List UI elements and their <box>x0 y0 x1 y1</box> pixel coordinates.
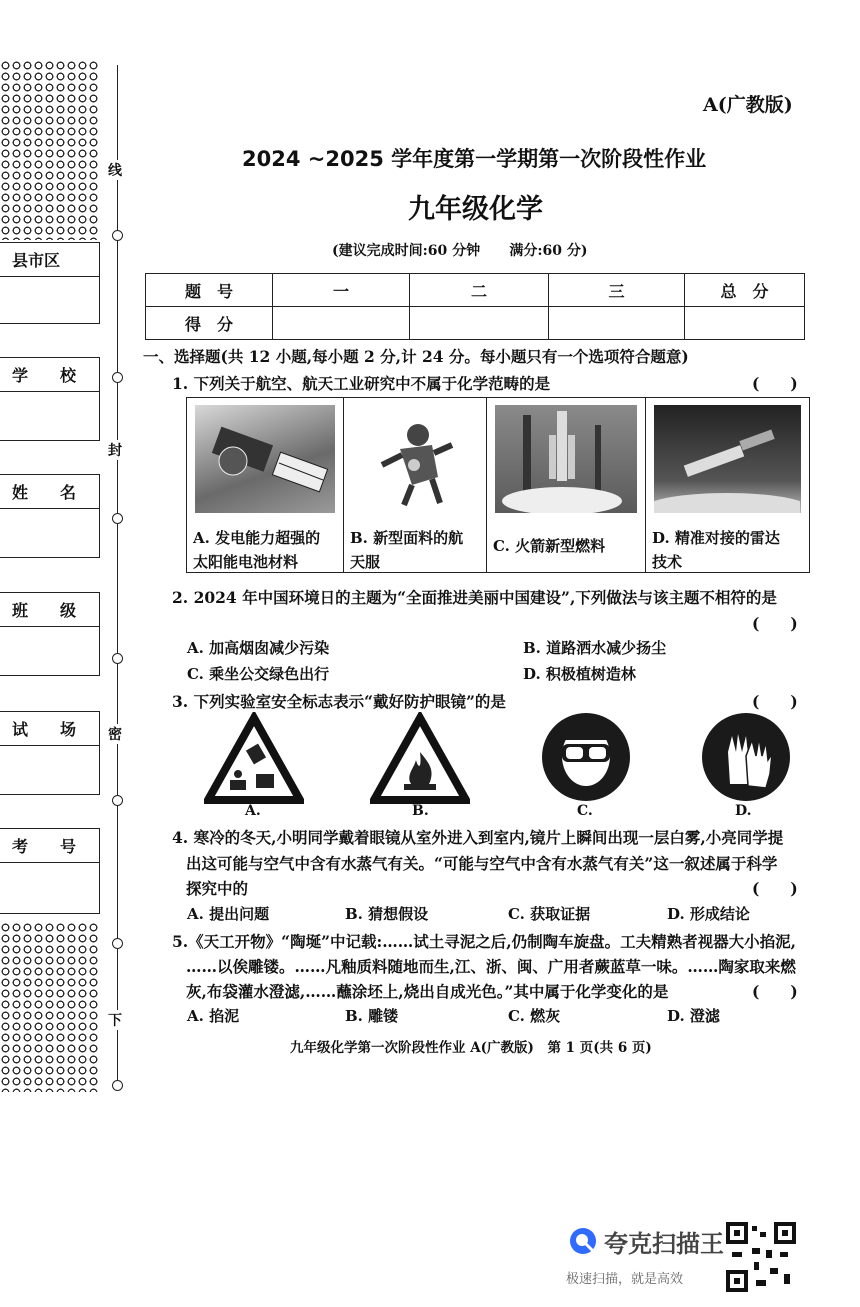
binding-ring <box>112 795 123 806</box>
question-5-line1: 5.《天工开物》“陶埏”中记载:……试土寻泥之后,仍制陶车旋盘。工夫精熟者视器大小掐泥, <box>172 932 797 951</box>
q3-option-a[interactable]: A. <box>245 803 261 819</box>
q4-option-d[interactable]: D. 形成结论 <box>667 905 750 923</box>
question-4-line2: 出这可能与空气中含有水蒸气有关。“可能与空气中含有水蒸气有关”这一叙述属于科学 <box>186 854 778 873</box>
question-1: 1. 下列关于航空、航天工业研究中不属于化学范畴的是 <box>172 374 551 393</box>
question-4-line1: 4. 寒冷的冬天,小明同学戴着眼镜从室外进入到室内,镜片上瞬间出现一层白雾,小亮同学提 <box>172 828 784 847</box>
score-header: 题 号 <box>146 274 273 307</box>
field-label: 班 级 <box>0 593 99 627</box>
q3-option-b[interactable]: B. <box>412 803 429 819</box>
field-school[interactable] <box>0 357 100 441</box>
paper-title: 2024 ~2025 学年度第一学期第一次阶段性作业 <box>242 147 707 171</box>
answer-blank-4[interactable]: ( ) <box>752 879 798 898</box>
field-label: 县市区 <box>0 243 99 277</box>
field-exam-number[interactable] <box>0 828 100 914</box>
binding-dots-top <box>0 60 100 240</box>
question-5-line3: 灰,布袋灌水澄滤,……蘸涂坯上,烧出自成光色。”其中属于化学变化的是 <box>186 982 669 1001</box>
score-table <box>145 273 805 340</box>
score-row-label: 得 分 <box>146 307 273 340</box>
corrosive-warning-sign <box>204 712 304 812</box>
q1-option-d-line1: D. 精准对接的雷达 <box>652 529 780 547</box>
field-label: 学 校 <box>0 358 99 392</box>
binding-ring <box>112 653 123 664</box>
q5-option-a[interactable]: A. 掐泥 <box>187 1007 240 1025</box>
q1-option-a-line2: 太阳能电池材料 <box>193 553 299 571</box>
binding-ring <box>112 230 123 241</box>
field-label: 考 号 <box>0 829 99 863</box>
watermark-brand: 夸克扫描王 <box>604 1230 724 1258</box>
q1-image-table <box>186 397 810 573</box>
subject-title: 九年级化学 <box>408 194 543 225</box>
page-footer: 九年级化学第一次阶段性作业 A(广教版) 第 1 页(共 6 页) <box>290 1040 652 1056</box>
score-header: 一 <box>273 274 410 307</box>
q5-option-d[interactable]: D. 澄滤 <box>667 1007 720 1025</box>
score-header: 总 分 <box>685 274 805 307</box>
answer-blank-3[interactable]: ( ) <box>752 692 798 711</box>
question-3: 3. 下列实验室安全标志表示“戴好防护眼镜”的是 <box>172 692 506 711</box>
q1-option-b-line2: 天服 <box>350 553 381 571</box>
gloves-protection-sign <box>696 712 796 812</box>
binding-label-secret: 密 <box>108 724 122 744</box>
q4-option-b[interactable]: B. 猜想假设 <box>345 905 429 923</box>
question-5-line2: ……以俟雕镂。……凡釉质料随地而生,江、浙、闽、广用者蕨蓝草一味。……陶家取来燃 <box>186 957 796 976</box>
astronaut-suit-image <box>352 405 478 513</box>
solar-satellite-image <box>195 405 335 513</box>
field-class[interactable] <box>0 592 100 676</box>
eye-protection-sign <box>536 712 636 812</box>
score-cell[interactable] <box>685 307 805 340</box>
q1-option-d-line2: 技术 <box>652 553 683 571</box>
q3-option-d[interactable]: D. <box>735 803 752 819</box>
q5-option-c[interactable]: C. 燃灰 <box>508 1007 561 1025</box>
q2-option-d[interactable]: D. 积极植树造林 <box>523 665 636 683</box>
edition-label: A(广教版) <box>703 94 793 116</box>
watermark-slogan: 极速扫描，就是高效 <box>566 1272 684 1287</box>
q3-option-c[interactable]: C. <box>577 803 593 819</box>
q1-option-b-line1: B. 新型面料的航 <box>350 529 464 547</box>
binding-ring <box>112 1080 123 1091</box>
field-label: 姓 名 <box>0 475 99 509</box>
field-county[interactable] <box>0 242 100 324</box>
flammable-warning-sign <box>370 712 470 812</box>
q2-option-b[interactable]: B. 道路洒水减少扬尘 <box>523 639 667 657</box>
field-exam-room[interactable] <box>0 711 100 795</box>
score-cell[interactable] <box>273 307 410 340</box>
binding-label-below: 下 <box>108 1010 122 1030</box>
field-name[interactable] <box>0 474 100 558</box>
q4-option-a[interactable]: A. 提出问题 <box>187 905 270 923</box>
score-header: 二 <box>410 274 549 307</box>
score-cell[interactable] <box>549 307 685 340</box>
paper-meta: (建议完成时间:60 分钟 满分:60 分) <box>332 243 588 259</box>
quark-logo-icon <box>568 1226 598 1256</box>
answer-blank-5[interactable]: ( ) <box>752 982 798 1001</box>
score-header: 三 <box>549 274 685 307</box>
answer-blank-2[interactable]: ( ) <box>752 614 798 633</box>
field-label: 试 场 <box>0 712 99 746</box>
q1-option-a-line1: A. 发电能力超强的 <box>193 529 321 547</box>
docking-radar-image <box>654 405 801 513</box>
binding-ring <box>112 938 123 949</box>
question-4-line3: 探究中的 <box>186 879 249 898</box>
q1-option-c-line1: C. 火箭新型燃料 <box>493 537 606 555</box>
q4-option-c[interactable]: C. 获取证据 <box>508 905 591 923</box>
section-heading: 一、选择题(共 12 小题,每小题 2 分,计 24 分。每小题只有一个选项符合题意) <box>143 347 689 366</box>
binding-dots-bottom <box>0 922 100 1092</box>
score-cell[interactable] <box>410 307 549 340</box>
binding-label-seal: 封 <box>108 440 122 460</box>
answer-blank-1[interactable]: ( ) <box>752 374 798 393</box>
qr-code-icon <box>726 1222 796 1292</box>
binding-label-line: 线 <box>108 160 122 180</box>
rocket-launch-image <box>495 405 637 513</box>
q2-option-a[interactable]: A. 加高烟囱减少污染 <box>187 639 330 657</box>
q2-option-c[interactable]: C. 乘坐公交绿色出行 <box>187 665 330 683</box>
q5-option-b[interactable]: B. 雕镂 <box>345 1007 399 1025</box>
question-2: 2. 2024 年中国环境日的主题为“全面推进美丽中国建设”,下列做法与该主题不相符的是 <box>172 588 777 607</box>
binding-ring <box>112 513 123 524</box>
binding-line <box>117 65 118 1090</box>
binding-ring <box>112 372 123 383</box>
